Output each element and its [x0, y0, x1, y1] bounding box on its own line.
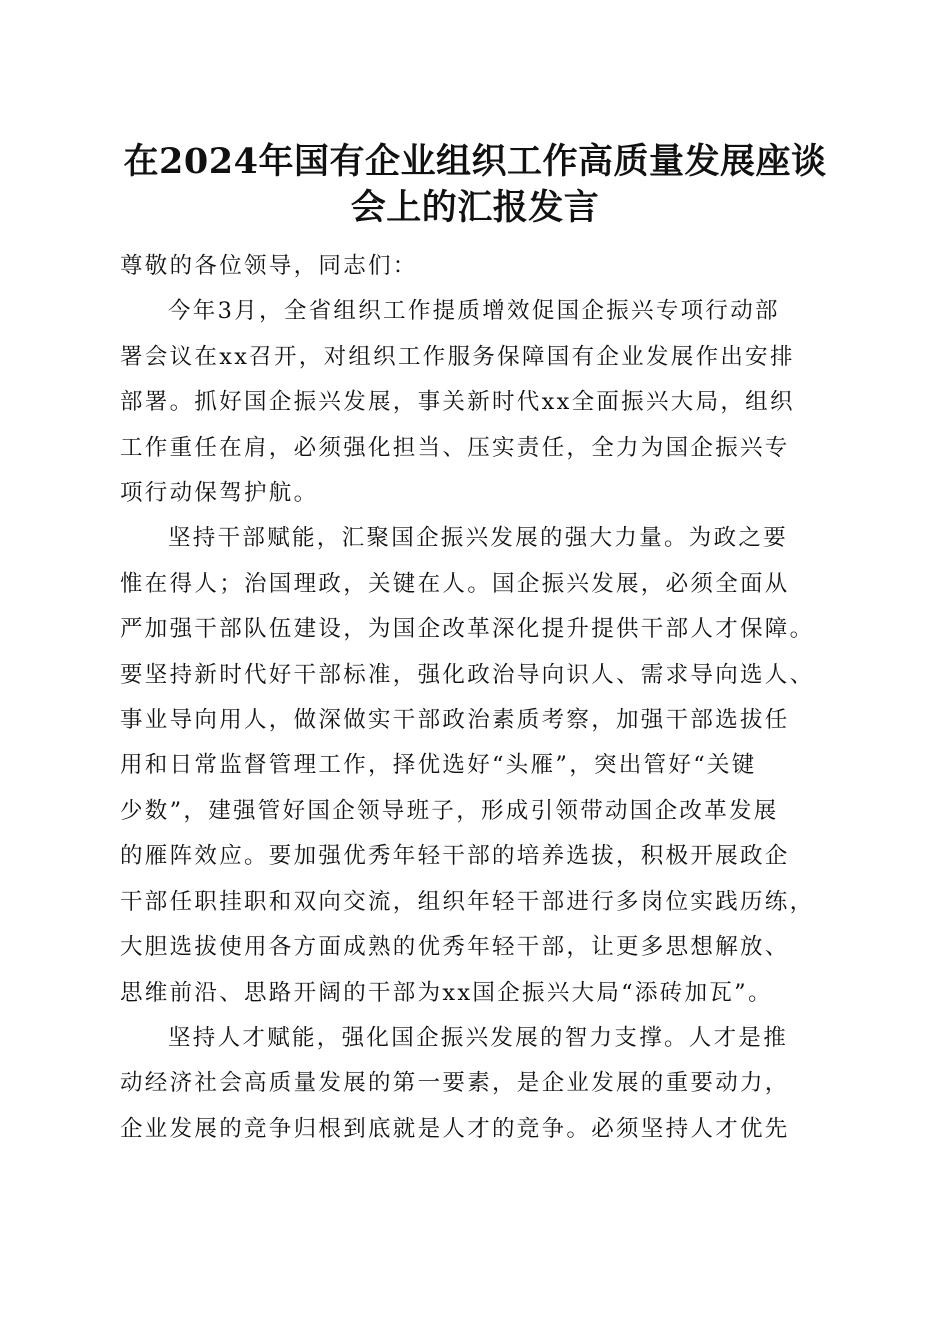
paragraph-2-line-9: 干部任职挂职和双向交流，组织年轻干部进行多岗位实践历练， [120, 888, 815, 915]
paragraph-2-line-2: 惟在得人；治国理政，关键在人。国企振兴发展，必须全面从 [120, 570, 790, 597]
document-title-line-2: 会上的汇报发言 [350, 187, 600, 228]
salutation: 尊敬的各位领导，同志们： [120, 253, 418, 279]
paragraph-1-line-3: 部署。抓好国企振兴发展，事关新时代xx全面振兴大局，组织 [120, 389, 795, 416]
paragraph-2-line-10: 大胆选拔使用各方面成熟的优秀年轻干部，让更多思想解放、 [120, 934, 790, 961]
paragraph-2-line-8: 的雁阵效应。要加强优秀年轻干部的培养选拔，积极开展政企 [120, 843, 790, 870]
paragraph-2-line-7: 少数”，建强管好国企领导班子，形成引领带动国企改革发展 [120, 797, 779, 824]
paragraph-1-line-4: 工作重任在肩，必须强化担当、压实责任，全力为国企振兴专 [120, 434, 790, 461]
paragraph-3-line-3: 企业发展的竞争归根到底就是人才的竞争。必须坚持人才优先 [120, 1115, 790, 1142]
paragraph-2-line-6: 用和日常监督管理工作，择优选好“头雁”，突出管好“关键 [120, 752, 757, 779]
paragraph-3-line-2: 动经济社会高质量发展的第一要素，是企业发展的重要动力， [120, 1070, 790, 1097]
paragraph-1-line-2: 署会议在xx召开，对组织工作服务保障国有企业发展作出安排 [120, 343, 795, 370]
paragraph-2-line-3: 严加强干部队伍建设，为国企改革深化提升提供干部人才保障。 [120, 616, 815, 643]
paragraph-2-line-4: 要坚持新时代好干部标准，强化政治导向识人、需求导向选人、 [120, 661, 815, 688]
document-body [120, 244, 840, 1152]
paragraph-1-line-5: 项行动保驾护航。 [120, 480, 319, 507]
paragraph-2-line-5: 事业导向用人，做深做实干部政治素质考察，加强干部选拔任 [120, 707, 790, 734]
paragraph-2-line-11: 思维前沿、思路开阔的干部为xx国企振兴大局“添砖加瓦”。 [120, 979, 773, 1006]
paragraph-2-line-1: 坚持干部赋能，汇聚国企振兴发展的强大力量。为政之要 [168, 525, 789, 552]
paragraph-3-line-1: 坚持人才赋能，强化国企振兴发展的智力支撑。人才是推 [168, 1024, 789, 1051]
document-title-line-1: 在2024年国有企业组织工作高质量发展座谈 [123, 141, 827, 182]
paragraph-1-line-1: 今年3月，全省组织工作提质增效促国企振兴专项行动部 [168, 298, 780, 325]
